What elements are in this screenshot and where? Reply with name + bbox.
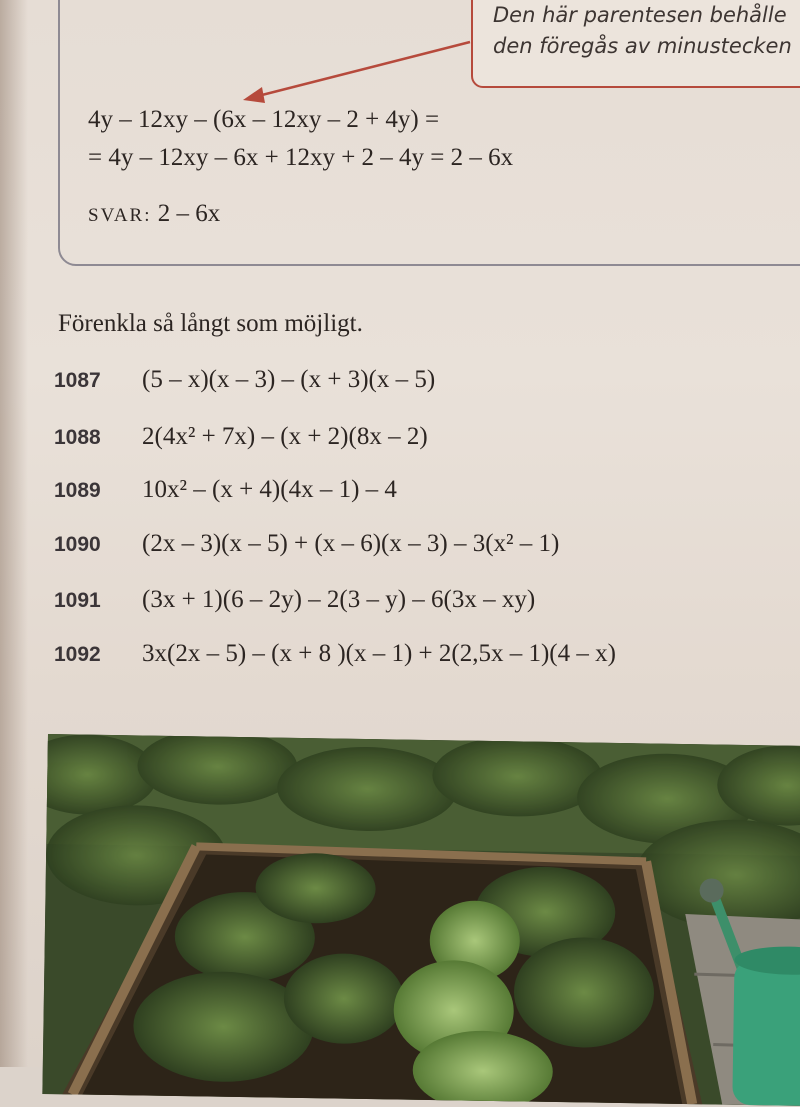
exercise-expression: (3x + 1)(6 – 2y) – 2(3 – y) – 6(3x – xy)	[142, 586, 536, 613]
arrow-head	[243, 87, 265, 103]
exercise-1090	[54, 530, 559, 558]
garden-illustration	[42, 734, 800, 1107]
exercise-number: 1090	[54, 533, 101, 556]
exercise-expression: 10x² – (x + 4)(4x – 1) – 4	[142, 476, 397, 503]
exercise-1089	[54, 476, 397, 504]
exercise-1087	[54, 366, 435, 394]
exercise-number: 1089	[54, 479, 101, 502]
exercise-1088	[54, 423, 428, 451]
example-answer	[88, 200, 220, 228]
exercise-expression: (5 – x)(x – 3) – (x + 3)(x – 5)	[142, 366, 436, 393]
exercise-number: 1088	[54, 426, 101, 449]
answer-label: SVAR:	[88, 205, 152, 226]
exercise-expression: (2x – 3)(x – 5) + (x – 6)(x – 3) – 3(x² – 1)	[142, 530, 560, 557]
exercise-expression: 3x(2x – 5) – (x + 8 )(x – 1) + 2(2,5x – 1)(4 – x)	[142, 640, 616, 667]
exercise-1092	[54, 640, 616, 668]
exercise-number: 1091	[54, 589, 101, 612]
exercise-number: 1092	[54, 643, 101, 666]
instruction-heading: Förenkla så långt som möjligt.	[58, 310, 363, 337]
example-line-1: 4y – 12xy – (6x – 12xy – 2 + 4y) =	[88, 106, 440, 133]
callout-line-2: den föregås av minustecken	[493, 34, 792, 58]
exercise-expression: 2(4x² + 7x) – (x + 2)(8x – 2)	[142, 423, 428, 450]
arrow-line	[258, 42, 470, 96]
example-line-2: = 4y – 12xy – 6x + 12xy + 2 – 4y = 2 – 6x	[88, 144, 514, 171]
callout-line-1: Den här parentesen behålle	[493, 3, 787, 27]
exercise-1091	[54, 586, 535, 614]
exercise-number: 1087	[54, 369, 101, 392]
garden-photo	[42, 734, 800, 1107]
answer-value: 2 – 6x	[157, 200, 221, 227]
